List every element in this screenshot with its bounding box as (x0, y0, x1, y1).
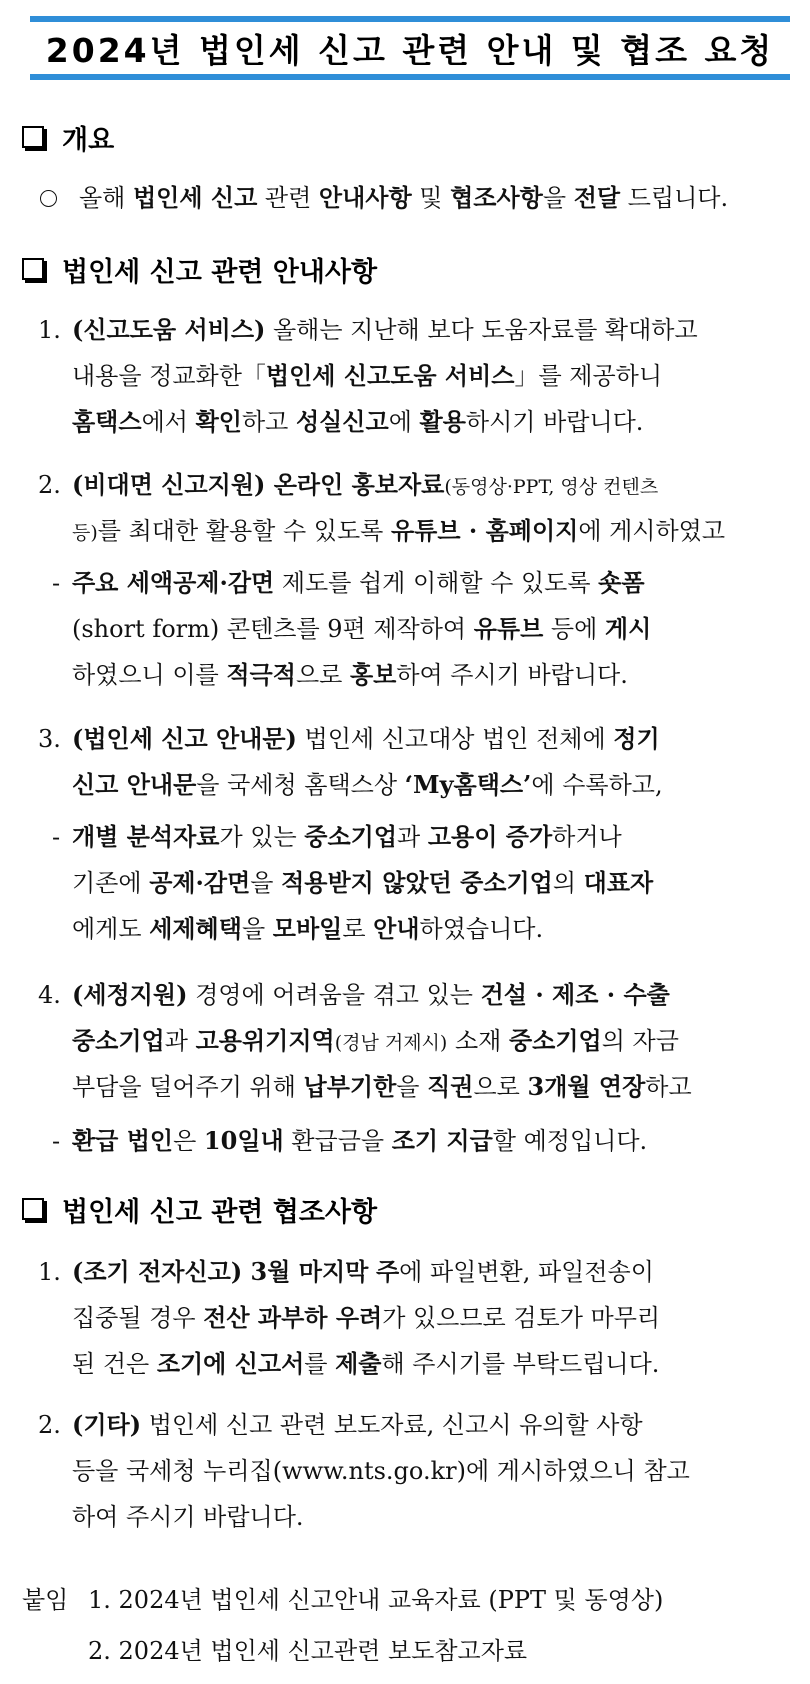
guide-item2-sub-line2: (short form) 콘텐츠를 9편 제작하여 유튜브 등에 게시 (72, 614, 652, 643)
guide-item2-line2: 등)를 최대한 활용할 수 있도록 유튜브 · 홈페이지에 게시하였고 (72, 516, 726, 545)
coop-item2-line2: 등을 국세청 누리집(www.nts.go.kr)에 게시하였으니 참고 (72, 1457, 690, 1485)
guide-item4-line3: 부담을 덜어주기 위해 납부기한을 직권으로 3개월 연장하고 (72, 1072, 692, 1101)
section-heading-overview (22, 118, 114, 157)
guide-item1-line2: 내용을 정교화한「법인세 신고도움 서비스」를 제공하니 (72, 361, 663, 390)
checkbox-square-icon (22, 1198, 44, 1220)
page-title: 2024년 법인세 신고 관련 안내 및 협조 요청 (45, 30, 775, 70)
guide-item4-sub-line1: 환급 법인은 10일내 환급금을 조기 지급할 예정입니다. (72, 1126, 648, 1155)
checkbox-square-icon (22, 258, 44, 280)
dash-bullet: - (52, 823, 61, 851)
checkbox-square-icon (22, 126, 44, 148)
guide-item3-sub-line2: 기존에 공제·감면을 적용받지 않았던 중소기업의 대표자 (72, 868, 654, 897)
list-number: 2. (38, 1411, 61, 1439)
attachment-item-2: 2. 2024년 법인세 신고관련 보도참고자료 (88, 1637, 528, 1665)
attachment-item-1: 1. 2024년 법인세 신고안내 교육자료 (PPT 및 동영상) (88, 1586, 664, 1614)
coop-item1-line1: (조기 전자신고) 3월 마지막 주에 파일변환, 파일전송이 (72, 1257, 654, 1286)
list-number: 4. (38, 981, 61, 1009)
guide-item2-line1: (비대면 신고지원) 온라인 홍보자료(동영상·PPT, 영상 컨텐츠 (72, 470, 659, 499)
circle-bullet-icon (40, 190, 57, 207)
coop-item1-line3: 된 건은 조기에 신고서를 제출해 주시기를 부탁드립니다. (72, 1349, 660, 1378)
coop-item2-line3: 하여 주시기 바랍니다. (72, 1503, 304, 1531)
section-heading-text: 법인세 신고 관련 협조사항 (62, 1197, 378, 1228)
coop-item1-line2: 집중될 경우 전산 과부하 우려가 있으므로 검토가 마무리 (72, 1303, 661, 1332)
section-heading-coop (22, 1190, 377, 1229)
guide-item4-line1: (세정지원) 경영에 어려움을 겪고 있는 건설 · 제조 · 수출 (72, 980, 670, 1009)
section-heading-text: 개요 (62, 125, 115, 156)
guide-item2-sub-line3: 하였으니 이를 적극적으로 홍보하여 주시기 바랍니다. (72, 660, 628, 689)
guide-item3-sub-line1: 개별 분석자료가 있는 중소기업과 고용이 증가하거나 (72, 822, 622, 851)
list-number: 1. (38, 316, 61, 344)
coop-item2-line1: (기타) 법인세 신고 관련 보도자료, 신고시 유의할 사항 (72, 1410, 643, 1439)
list-number: 3. (38, 725, 61, 753)
section-heading-text: 법인세 신고 관련 안내사항 (62, 257, 378, 288)
guide-item3-line1: (법인세 신고 안내문) 법인세 신고대상 법인 전체에 정기 (72, 724, 660, 753)
guide-item1-line3: 홈택스에서 확인하고 성실신고에 활용하시기 바랍니다. (72, 407, 644, 436)
overview-bullet: 올해 법인세 신고 관련 안내사항 및 협조사항을 전달 드립니다. (40, 183, 728, 213)
section-heading-guide (22, 250, 377, 289)
list-number: 2. (38, 471, 61, 499)
title-bottom-rule (30, 74, 790, 80)
guide-item1-line1: (신고도움 서비스) 올해는 지난해 보다 도움자료를 확대하고 (72, 315, 698, 344)
dash-bullet: - (52, 1127, 61, 1155)
dash-bullet: - (52, 569, 61, 597)
guide-item3-sub-line3: 에게도 세제혜택을 모바일로 안내하였습니다. (72, 914, 544, 943)
list-number: 1. (38, 1258, 61, 1286)
title-banner (30, 16, 790, 80)
guide-item4-line2: 중소기업과 고용위기지역(경남 거제시) 소재 중소기업의 자금 (72, 1026, 679, 1055)
guide-item3-line2: 신고 안내문을 국세청 홈택스상 ‘My홈택스’에 수록하고, (72, 770, 663, 799)
attachment-label: 붙임 (22, 1586, 69, 1614)
guide-item2-sub-line1: 주요 세액공제·감면 제도를 쉽게 이해할 수 있도록 숏폼 (72, 568, 645, 597)
